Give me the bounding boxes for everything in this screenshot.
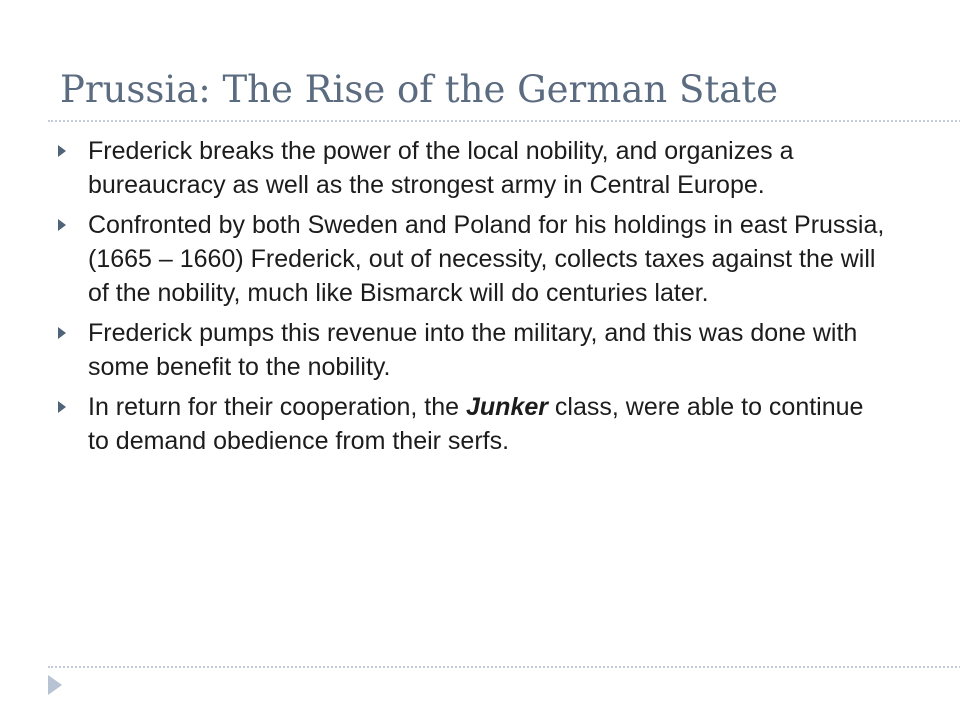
slide-title: Prussia: The Rise of the German State <box>60 68 779 111</box>
junker-term: Junker <box>466 393 548 421</box>
triangle-right-icon <box>58 219 66 231</box>
triangle-right-icon <box>58 145 66 157</box>
bullet-item <box>58 390 888 458</box>
bullet-text: Frederick pumps this revenue into the military, and this was done with some benefit to the nobility. <box>88 319 858 381</box>
bullet-item <box>58 208 888 310</box>
bullet-text: Confronted by both Sweden and Poland for his holdings in east Prussia, (1665 – 1660) Frederick, out of necessity, collects taxes against the will of the nobility, much like Bismarck will do centuries later. <box>88 211 885 307</box>
bullet-list <box>58 134 888 464</box>
bullet-item <box>58 134 888 202</box>
bullet-text-after: class, were able to continue to demand obedience from their serfs. <box>88 393 864 455</box>
bullet-text: Frederick breaks the power of the local nobility, and organizes a bureaucracy as well as the strongest army in Central Europe. <box>88 137 794 199</box>
triangle-right-icon <box>58 401 66 413</box>
bullet-text-before: In return for their cooperation, the <box>88 393 466 421</box>
nav-arrow-icon <box>48 675 62 695</box>
triangle-right-icon <box>58 327 66 339</box>
footer-divider <box>48 666 960 668</box>
bullet-item <box>58 316 888 384</box>
title-divider <box>48 120 960 122</box>
